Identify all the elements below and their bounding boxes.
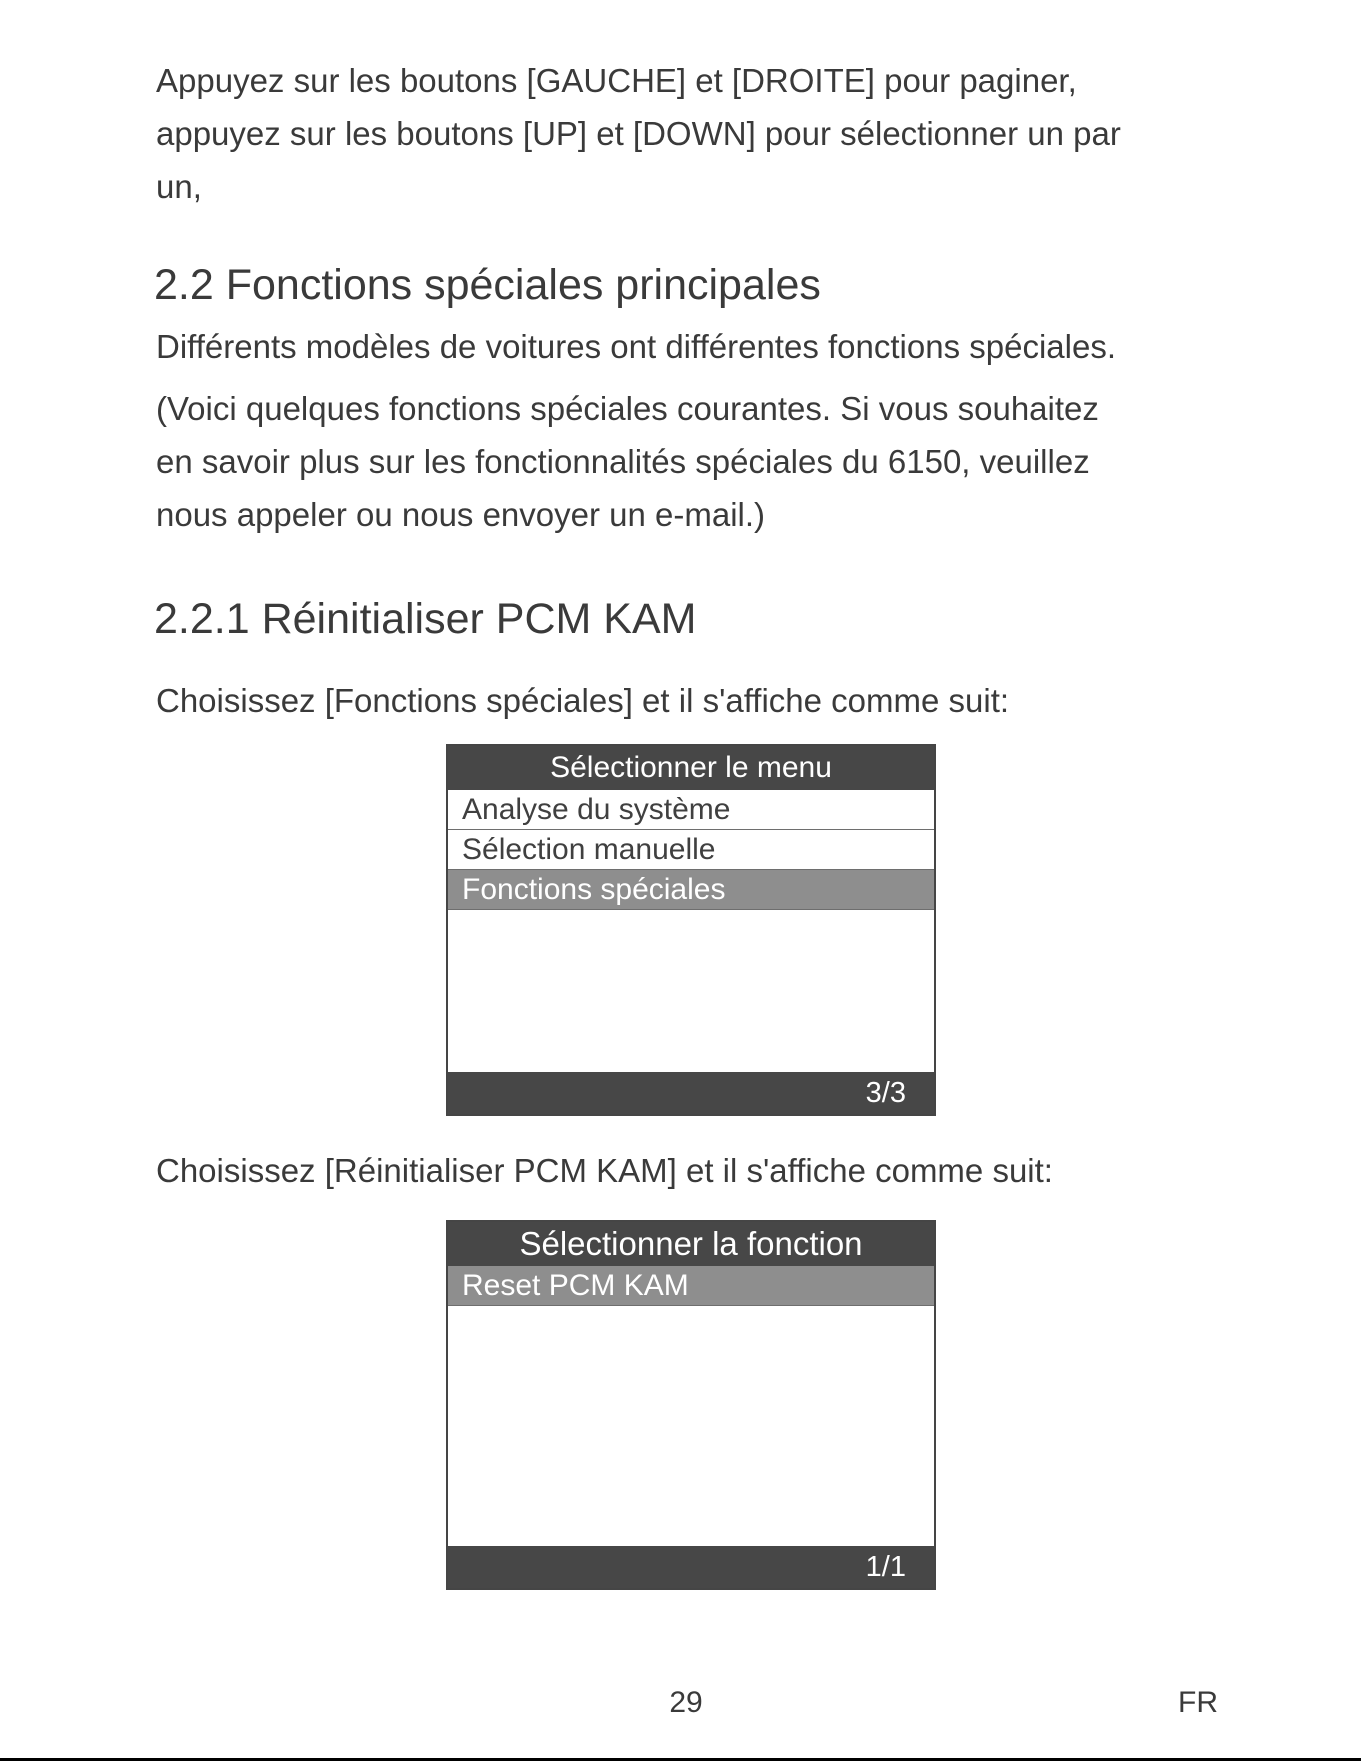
menu-item-fonctions-speciales[interactable]: Fonctions spéciales — [448, 870, 934, 910]
intro-line: Appuyez sur les boutons [GAUCHE] et [DROITE] pour paginer, — [156, 62, 1077, 99]
menu-item-reset-pcm-kam[interactable]: Reset PCM KAM — [448, 1266, 934, 1306]
note-line: (Voici quelques fonctions spéciales courantes. Si vous souhaitez — [156, 390, 1099, 427]
menu-item-selection-manuelle[interactable]: Sélection manuelle — [448, 830, 934, 870]
screen-pager: 3/3 — [448, 1072, 934, 1114]
menu-list — [448, 790, 934, 910]
screen-pager: 1/1 — [448, 1546, 934, 1588]
instruction-2: Choisissez [Réinitialiser PCM KAM] et il s'affiche comme suit: — [156, 1152, 1053, 1189]
section-2-2-1-heading: 2.2.1 Réinitialiser PCM KAM — [154, 595, 697, 643]
menu-item-analyse[interactable]: Analyse du système — [448, 790, 934, 830]
screen-title: Sélectionner le menu — [448, 746, 934, 790]
intro-paragraph — [156, 54, 1121, 213]
section-2-2-note — [156, 382, 1099, 541]
note-line: nous appeler ou nous envoyer un e-mail.) — [156, 496, 766, 533]
device-screen-function — [446, 1220, 936, 1590]
note-line: en savoir plus sur les fonctionnalités spéciales du 6150, veuillez — [156, 443, 1090, 480]
function-list — [448, 1266, 934, 1306]
language-label: FR — [1178, 1686, 1218, 1719]
section-2-2-heading: 2.2 Fonctions spéciales principales — [154, 261, 821, 309]
intro-line: appuyez sur les boutons [UP] et [DOWN] pour sélectionner un par — [156, 115, 1121, 152]
instruction-1: Choisissez [Fonctions spéciales] et il s'affiche comme suit: — [156, 682, 1010, 719]
section-2-2-line: Différents modèles de voitures ont différentes fonctions spéciales. — [156, 328, 1116, 365]
screen-title: Sélectionner la fonction — [448, 1222, 934, 1266]
page-number: 29 — [669, 1686, 703, 1719]
intro-line: un, — [156, 168, 202, 205]
device-screen-menu — [446, 744, 936, 1116]
